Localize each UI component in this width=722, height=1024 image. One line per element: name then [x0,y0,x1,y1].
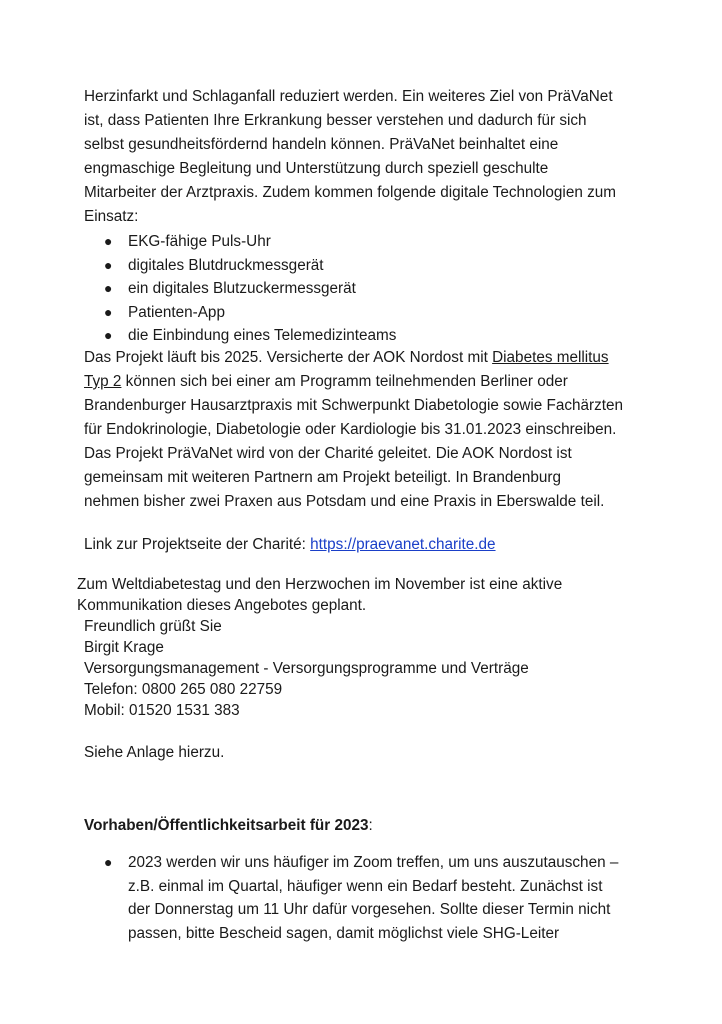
text-segment: Das Projekt läuft bis 2025. Versicherte der AOK Nordost mit [84,349,493,366]
text-line: ist, dass Patienten Ihre Erkrankung besser verstehen und dadurch für sich [84,112,587,129]
signature-phone: Telefon: 0800 265 080 22759 [84,681,283,698]
diabetes-link-continued[interactable]: Typ 2 [84,373,122,390]
list-item [84,230,396,254]
list-item-label: die Einbindung eines Telemedizinteams [128,327,397,344]
text-line [84,814,654,838]
diabetes-link[interactable]: Diabetes mellitus [492,349,609,366]
text-line: Brandenburger Hausarztpraxis mit Schwerpunkt Diabetologie sowie Fachärzten [84,397,624,414]
text-line: passen, bitte Bescheid sagen, damit möglichst viele SHG-Leiter [128,924,560,942]
text-line: Siehe Anlage hierzu. [84,744,225,761]
intro-paragraph [84,85,654,229]
heading-text: Vorhaben/Öffentlichkeitsarbeit für 2023 [84,817,369,834]
text-line: für Endokrinologie, Diabetologie oder Kardiologie bis 31.01.2023 einschreiben. [84,421,617,438]
list-item [84,851,618,945]
bullet-icon: ● [104,280,113,296]
technology-list [84,230,396,348]
signature-role: Versorgungsmanagement - Versorgungsprogramme und Verträge [84,660,529,677]
text-line [84,533,654,557]
list-item-label: ein digitales Blutzuckermessgerät [128,280,356,297]
announcement-paragraph [77,574,562,616]
heading-suffix: : [368,817,373,834]
list-item-label: digitales Blutdruckmessgerät [128,256,324,274]
attachment-note [84,742,224,763]
list-item-label: Patienten-App [128,303,225,321]
bullet-icon: ● [104,303,113,320]
signature-greeting: Freundlich grüßt Sie [84,618,222,635]
text-line [84,346,654,370]
list-item-label: EKG-fähige Puls-Uhr [128,233,271,250]
list-item [84,301,396,325]
bullet-icon: ● [104,854,113,870]
list-item [84,254,396,278]
plans-list [84,851,618,945]
project-link-label: Link zur Projektseite der Charité: [84,536,311,553]
text-line: selbst gesundheitsfördernd handeln können. PräVaNet beinhaltet eine [84,136,559,153]
text-segment: können sich bei einer am Programm teilnehmenden Berliner oder [121,373,568,390]
bullet-icon: ● [104,327,113,343]
text-line: gemeinsam mit weiteren Partnern am Projekt beteiligt. In Brandenburg [84,469,561,486]
list-item [84,324,396,348]
plans-heading [84,814,654,838]
text-line: Herzinfarkt und Schlaganfall reduziert werden. Ein weiteres Ziel von PräVaNet [84,88,613,105]
text-line: Mitarbeiter der Arztpraxis. Zudem kommen folgende digitale Technologien zum [84,184,616,201]
signature-name: Birgit Krage [84,639,164,656]
project-link-line [84,533,654,557]
text-line: engmaschige Begleitung und Unterstützung durch speziell geschulte [84,160,549,177]
text-line: der Donnerstag um 11 Uhr dafür vorgesehen. Sollte dieser Termin nicht [128,901,611,919]
text-line: 2023 werden wir uns häufiger im Zoom treffen, um uns auszutauschen – [128,854,619,871]
text-line: Einsatz: [84,208,139,225]
text-line: z.B. einmal im Quartal, häufiger wenn ein Bedarf besteht. Zunächst ist [128,877,603,895]
signature-mobile: Mobil: 01520 1531 383 [84,702,240,719]
text-line: nehmen bisher zwei Praxen aus Potsdam und eine Praxis in Eberswalde teil. [84,493,605,510]
bullet-icon: ● [104,256,113,273]
project-link[interactable]: https://praevanet.charite.de [310,536,496,553]
project-paragraph [84,346,654,514]
text-line [84,370,654,394]
text-line: Kommunikation dieses Angebotes geplant. [77,597,367,614]
text-line: Das Projekt PräVaNet wird von der Charité geleitet. Die AOK Nordost ist [84,445,572,462]
signature-block [84,616,529,721]
bullet-icon: ● [104,233,113,249]
list-item [84,277,396,301]
text-line: Zum Weltdiabetestag und den Herzwochen im November ist eine aktive [77,576,563,593]
